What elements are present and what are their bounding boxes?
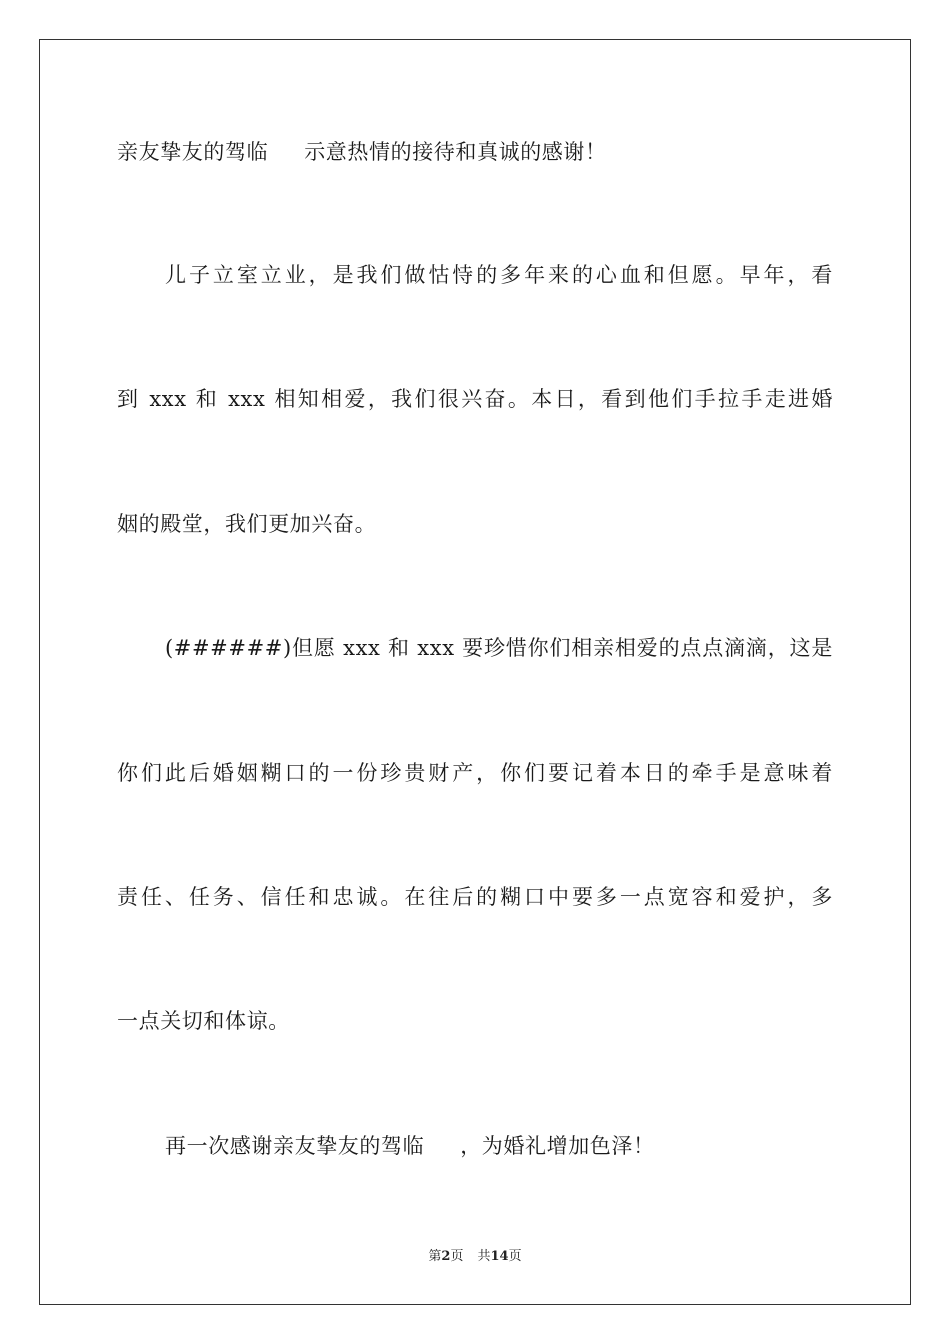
paragraph-line-3: 到 xxx 和 xxx 相知相爱，我们很兴奋。本日，看到他们手拉手走进婚 — [117, 387, 833, 411]
paragraph-line-9: 再一次感谢亲友挚友的驾临 ，为婚礼增加色泽！ — [165, 1134, 655, 1158]
paragraph-line-5: (######)但愿 xxx 和 xxx 要珍惜你们相亲相爱的点点滴滴，这是 — [165, 636, 833, 660]
total-pages: 14 — [490, 1249, 509, 1264]
paragraph-line-2: 儿子立室立业，是我们做怙恃的多年来的心血和但愿。早年，看 — [165, 263, 833, 287]
paragraph-line-8: 一点关切和体谅。 — [117, 1009, 290, 1033]
page-footer: 第2页 共14页 — [428, 1249, 522, 1264]
page-number: 2 — [441, 1249, 451, 1264]
paragraph-line-4: 姻的殿堂，我们更加兴奋。 — [117, 512, 377, 536]
paragraph-line-6: 你们此后婚姻糊口的一份珍贵财产，你们要记着本日的牵手是意味着 — [117, 761, 833, 785]
paragraph-line-1: 亲友挚友的驾临 示意热情的接待和真诚的感谢！ — [117, 140, 607, 164]
paragraph-line-7: 责任、任务、信任和忠诚。在往后的糊口中要多一点宽容和爱护，多 — [117, 885, 833, 909]
page-border — [39, 39, 911, 1305]
